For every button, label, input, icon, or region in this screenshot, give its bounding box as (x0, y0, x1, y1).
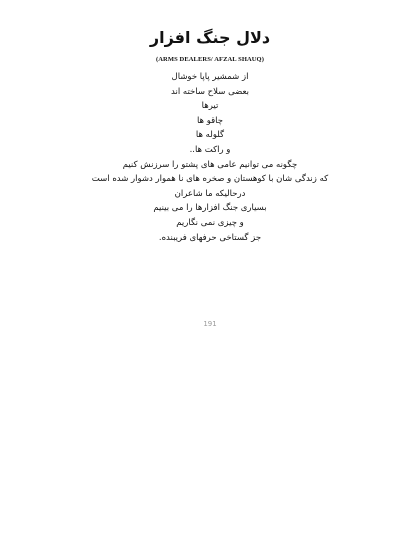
poem-line: تیرها (201, 101, 219, 112)
poem-body (0, 70, 420, 245)
poem-line: چاقو ها (196, 115, 224, 126)
poem-line: درحالیکه ما شاعران (174, 188, 246, 199)
poem-line: بعضی سلاح ساخته اند (171, 86, 249, 97)
poem-line: و چیزی نمی نگاریم (176, 217, 244, 228)
poem-line: و راکت ها.. (189, 144, 231, 155)
poem-line: چگونه می توانیم عامی های پشتو را سرزنش کنیم (122, 159, 298, 170)
poem-title: دلال جنگ افزار (149, 28, 271, 47)
poem-line: جز گستاخی حرفهای فریبنده. (158, 232, 262, 243)
poem-line: بسیاری جنگ افزارها را می بینیم (153, 203, 267, 214)
poem-line: از شمشیر پاپا خوشال (171, 72, 249, 82)
poem-line: گلوله ها (195, 130, 225, 141)
poem-subtitle: (ARMS DEALERS/ AFZAL SHAUQ) (156, 56, 264, 63)
poem-line: که زندگی شان با کوهستان و صخره های نا هموار دشوار شده است (91, 174, 329, 185)
page-number: 191 (203, 320, 217, 328)
